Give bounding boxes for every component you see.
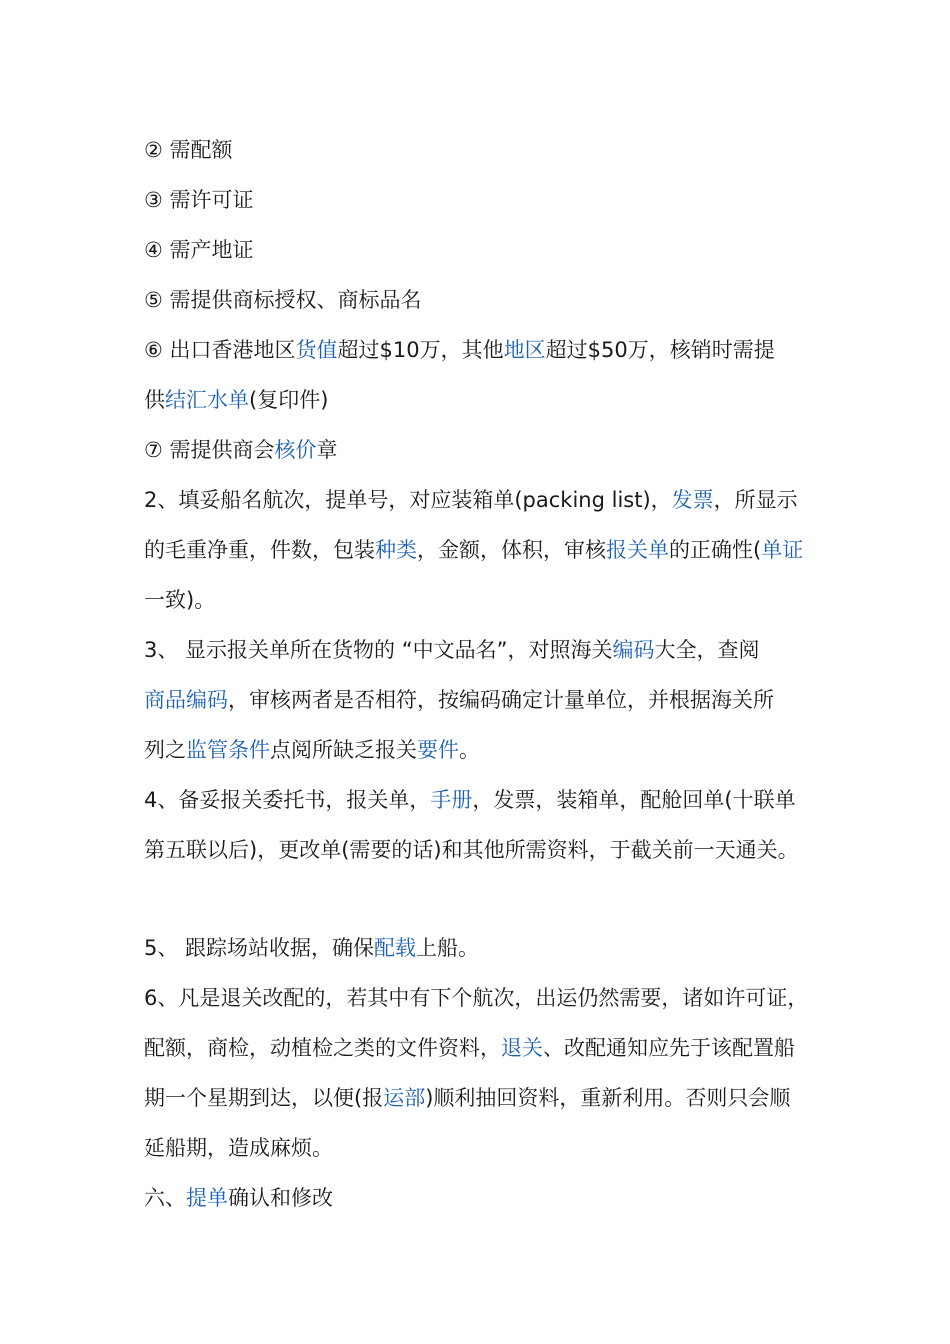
text: 列之 bbox=[144, 738, 186, 762]
text-line-17 bbox=[144, 986, 824, 1010]
text-line-4 bbox=[144, 288, 824, 312]
term-link-hejia[interactable]: 核价 bbox=[274, 438, 317, 462]
text-line-18 bbox=[144, 1036, 824, 1060]
text: 的正确性( bbox=[669, 538, 762, 562]
term-link-bianma[interactable]: 编码 bbox=[612, 638, 655, 662]
term-link-tidan[interactable]: 提单 bbox=[186, 1186, 228, 1210]
text-line-14 bbox=[144, 788, 824, 812]
text: (复印件) bbox=[249, 388, 329, 412]
text: 供 bbox=[144, 388, 165, 412]
text-line-8 bbox=[144, 488, 824, 512]
text: 3、 显示报关单所在货物的 “中文品名”，对照海关 bbox=[144, 638, 613, 662]
section-heading-tidan bbox=[144, 1186, 824, 1210]
term-link-shangpinbianma[interactable]: 商品编码 bbox=[144, 688, 228, 712]
term-link-yunbu[interactable]: 运部 bbox=[383, 1086, 426, 1110]
text: ，发票，装箱单，配舱回单(十联单 bbox=[472, 788, 796, 812]
text: ，所显示 bbox=[713, 488, 798, 512]
text: 、改配通知应先于该配置船 bbox=[543, 1036, 795, 1060]
text: 的毛重净重，件数，包装 bbox=[144, 538, 375, 562]
text: 6、凡是退关改配的，若其中有下个航次，出运仍然需要，诸如许可证， bbox=[144, 986, 809, 1010]
text: 期一个星期到达，以便(报 bbox=[144, 1086, 384, 1110]
text-line-5 bbox=[144, 338, 824, 362]
text: 超过$10万，其他 bbox=[337, 338, 504, 362]
text-line-11 bbox=[144, 638, 824, 662]
text: 上船。 bbox=[416, 936, 480, 960]
text: ，审核两者是否相符，按编码确定计量单位，并根据海关所 bbox=[228, 688, 774, 712]
text-line-2 bbox=[144, 188, 824, 212]
text: )顺利抽回资料，重新利用。否则只会顺 bbox=[425, 1086, 791, 1110]
text: ③ 需许可证 bbox=[144, 188, 254, 212]
text-line-19 bbox=[144, 1086, 824, 1110]
text: 第五联以后)，更改单(需要的话)和其他所需资料，于截关前一天通关。 bbox=[144, 838, 799, 862]
text-line-7 bbox=[144, 438, 824, 462]
text: ⑤ 需提供商标授权、商标品名 bbox=[144, 288, 422, 312]
term-link-baoguandan[interactable]: 报关单 bbox=[606, 538, 669, 562]
text-line-15 bbox=[144, 838, 824, 862]
text: ② 需配额 bbox=[144, 138, 233, 162]
term-link-huozhi[interactable]: 货值 bbox=[295, 338, 338, 362]
term-link-tuiguan[interactable]: 退关 bbox=[501, 1036, 543, 1060]
term-link-peizai[interactable]: 配载 bbox=[374, 936, 417, 960]
text: 章 bbox=[316, 438, 338, 462]
term-link-yaojian[interactable]: 要件 bbox=[417, 738, 459, 762]
text: 延船期，造成麻烦。 bbox=[144, 1136, 333, 1160]
text-line-16 bbox=[144, 936, 824, 960]
text-line-12 bbox=[144, 688, 824, 712]
text-line-13 bbox=[144, 738, 824, 762]
text: 5、 跟踪场站收据，确保 bbox=[144, 936, 375, 960]
text: 。 bbox=[459, 738, 480, 762]
text: 超过$50万，核销时需提 bbox=[545, 338, 775, 362]
term-link-danzheng[interactable]: 单证 bbox=[761, 538, 804, 562]
text: 六、 bbox=[144, 1186, 186, 1210]
term-link-zhonglei[interactable]: 种类 bbox=[375, 538, 417, 562]
text: 一致)。 bbox=[144, 588, 216, 612]
text: 大全，查阅 bbox=[654, 638, 760, 662]
text: ⑥ 出口香港地区 bbox=[144, 338, 296, 362]
text-line-1 bbox=[144, 138, 824, 162]
text: ④ 需产地证 bbox=[144, 238, 254, 262]
text: ，金额，体积，审核 bbox=[417, 538, 606, 562]
term-link-shouce[interactable]: 手册 bbox=[430, 788, 473, 812]
term-link-jianguantiaojian[interactable]: 监管条件 bbox=[186, 738, 270, 762]
text-line-9 bbox=[144, 538, 824, 562]
text-line-6 bbox=[144, 388, 824, 412]
term-link-fapiao[interactable]: 发票 bbox=[671, 488, 714, 512]
text: 点阅所缺乏报关 bbox=[270, 738, 417, 762]
text: ⑦ 需提供商会 bbox=[144, 438, 275, 462]
text: 2、填妥船名航次，提单号，对应装箱单(packing list)， bbox=[144, 488, 672, 512]
text: 确认和修改 bbox=[228, 1186, 333, 1210]
text: 配额，商检，动植检之类的文件资料， bbox=[144, 1036, 501, 1060]
text-line-20 bbox=[144, 1136, 824, 1160]
text-line-3 bbox=[144, 238, 824, 262]
term-link-jiehuishuidan[interactable]: 结汇水单 bbox=[165, 388, 249, 412]
text: 4、备妥报关委托书，报关单， bbox=[144, 788, 431, 812]
term-link-diqu[interactable]: 地区 bbox=[503, 338, 546, 362]
text-line-10 bbox=[144, 588, 824, 612]
